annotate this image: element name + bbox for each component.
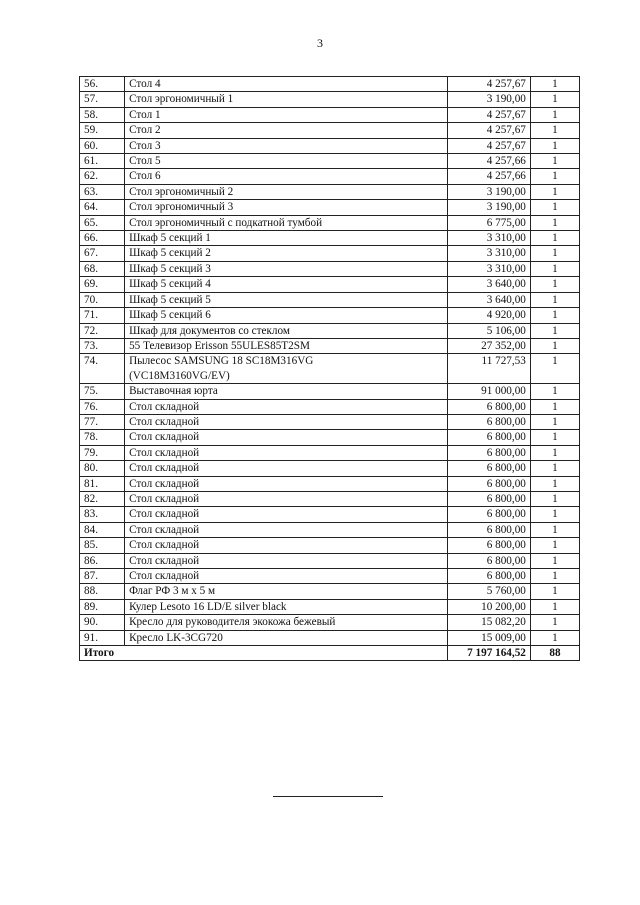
page-number: 3 — [317, 36, 323, 50]
item-quantity: 1 — [530, 169, 579, 184]
row-number: 75. — [80, 384, 125, 399]
item-quantity: 1 — [530, 277, 579, 292]
item-name: Стол складной — [125, 522, 448, 537]
table-row — [80, 154, 580, 169]
item-price: 4 257,67 — [447, 123, 530, 138]
item-name: Выставочная юрта — [125, 384, 448, 399]
inventory-table — [79, 76, 580, 661]
item-name: Шкаф 5 секций 1 — [125, 231, 448, 246]
table-row — [80, 123, 580, 138]
item-quantity: 1 — [530, 399, 579, 414]
table-row — [80, 200, 580, 215]
item-name: Шкаф 5 секций 2 — [125, 246, 448, 261]
item-name: Стол эргономичный 3 — [125, 200, 448, 215]
item-quantity: 1 — [530, 308, 579, 323]
item-quantity: 1 — [530, 107, 579, 122]
item-price: 6 775,00 — [447, 215, 530, 230]
item-price: 15 009,00 — [447, 630, 530, 645]
inventory-table-body — [80, 77, 580, 661]
end-divider — [273, 796, 383, 797]
row-number: 70. — [80, 292, 125, 307]
table-row — [80, 184, 580, 199]
table-row — [80, 599, 580, 614]
table-row — [80, 569, 580, 584]
item-name: Стол 4 — [125, 77, 448, 92]
table-row — [80, 491, 580, 506]
item-price: 6 800,00 — [447, 476, 530, 491]
item-price: 5 106,00 — [447, 323, 530, 338]
item-quantity: 1 — [530, 553, 579, 568]
table-row — [80, 323, 580, 338]
item-name: Стол эргономичный 2 — [125, 184, 448, 199]
item-price: 3 310,00 — [447, 246, 530, 261]
row-number: 84. — [80, 522, 125, 537]
table-row — [80, 553, 580, 568]
item-name: Стол складной — [125, 491, 448, 506]
table-row — [80, 399, 580, 414]
item-name: Стол складной — [125, 399, 448, 414]
item-quantity: 1 — [530, 354, 579, 384]
row-number: 79. — [80, 445, 125, 460]
table-row — [80, 138, 580, 153]
row-number: 77. — [80, 414, 125, 429]
item-quantity: 1 — [530, 414, 579, 429]
item-price: 3 310,00 — [447, 231, 530, 246]
row-number: 60. — [80, 138, 125, 153]
table-row — [80, 584, 580, 599]
item-quantity: 1 — [530, 461, 579, 476]
table-row — [80, 461, 580, 476]
item-name: Шкаф 5 секций 3 — [125, 261, 448, 276]
item-quantity: 1 — [530, 231, 579, 246]
item-quantity: 1 — [530, 123, 579, 138]
table-row — [80, 169, 580, 184]
item-name: Кресло для руководителя экокожа бежевый — [125, 615, 448, 630]
item-name: Стол складной — [125, 538, 448, 553]
item-quantity: 1 — [530, 292, 579, 307]
item-name: Стол складной — [125, 507, 448, 522]
table-row — [80, 414, 580, 429]
table-row — [80, 445, 580, 460]
table-row — [80, 338, 580, 353]
item-price: 4 257,66 — [447, 169, 530, 184]
table-row — [80, 507, 580, 522]
item-name: Стол складной — [125, 414, 448, 429]
table-row — [80, 277, 580, 292]
item-price: 27 352,00 — [447, 338, 530, 353]
item-quantity: 1 — [530, 491, 579, 506]
table-row — [80, 538, 580, 553]
item-quantity: 1 — [530, 261, 579, 276]
row-number: 88. — [80, 584, 125, 599]
item-quantity: 1 — [530, 338, 579, 353]
row-number: 57. — [80, 92, 125, 107]
item-quantity: 1 — [530, 584, 579, 599]
row-number: 69. — [80, 277, 125, 292]
item-name: Стол складной — [125, 569, 448, 584]
item-quantity: 1 — [530, 200, 579, 215]
item-price: 3 190,00 — [447, 200, 530, 215]
item-name: Стол складной — [125, 553, 448, 568]
table-row — [80, 231, 580, 246]
row-number: 85. — [80, 538, 125, 553]
row-number: 66. — [80, 231, 125, 246]
item-quantity: 1 — [530, 154, 579, 169]
item-name: 55 Телевизор Erisson 55ULES85T2SM — [125, 338, 448, 353]
table-row — [80, 92, 580, 107]
item-quantity: 1 — [530, 215, 579, 230]
row-number: 74. — [80, 354, 125, 384]
item-quantity: 1 — [530, 599, 579, 614]
row-number: 90. — [80, 615, 125, 630]
item-quantity: 1 — [530, 430, 579, 445]
item-name: Стол складной — [125, 476, 448, 491]
item-name: Стол 2 — [125, 123, 448, 138]
item-name: Стол складной — [125, 445, 448, 460]
item-price: 3 190,00 — [447, 92, 530, 107]
item-name: Шкаф 5 секций 5 — [125, 292, 448, 307]
item-name: Шкаф 5 секций 6 — [125, 308, 448, 323]
item-price: 10 200,00 — [447, 599, 530, 614]
item-price: 4 257,67 — [447, 107, 530, 122]
item-quantity: 1 — [530, 323, 579, 338]
item-quantity: 1 — [530, 92, 579, 107]
item-price: 91 000,00 — [447, 384, 530, 399]
item-price: 4 920,00 — [447, 308, 530, 323]
row-number: 67. — [80, 246, 125, 261]
total-label: Итого — [80, 646, 448, 661]
table-row — [80, 430, 580, 445]
item-price: 3 310,00 — [447, 261, 530, 276]
table-row — [80, 476, 580, 491]
table-row — [80, 615, 580, 630]
item-name: Стол 3 — [125, 138, 448, 153]
item-quantity: 1 — [530, 507, 579, 522]
item-quantity: 1 — [530, 476, 579, 491]
item-price: 4 257,67 — [447, 77, 530, 92]
item-quantity: 1 — [530, 184, 579, 199]
table-row — [80, 522, 580, 537]
row-number: 56. — [80, 77, 125, 92]
table-row — [80, 246, 580, 261]
item-name: Флаг РФ 3 м х 5 м — [125, 584, 448, 599]
item-price: 6 800,00 — [447, 553, 530, 568]
table-row — [80, 630, 580, 645]
item-name: Стол 5 — [125, 154, 448, 169]
item-price: 6 800,00 — [447, 445, 530, 460]
item-price: 6 800,00 — [447, 491, 530, 506]
item-name: Стол 1 — [125, 107, 448, 122]
item-quantity: 1 — [530, 138, 579, 153]
table-row — [80, 292, 580, 307]
item-quantity: 1 — [530, 522, 579, 537]
item-name: Стол 6 — [125, 169, 448, 184]
row-number: 58. — [80, 107, 125, 122]
item-name: Шкаф для документов со стеклом — [125, 323, 448, 338]
item-price: 3 190,00 — [447, 184, 530, 199]
item-quantity: 1 — [530, 615, 579, 630]
item-name: Шкаф 5 секций 4 — [125, 277, 448, 292]
row-number: 73. — [80, 338, 125, 353]
row-number: 83. — [80, 507, 125, 522]
table-row — [80, 308, 580, 323]
item-name: Стол эргономичный с подкатной тумбой — [125, 215, 448, 230]
item-price: 6 800,00 — [447, 507, 530, 522]
item-price: 6 800,00 — [447, 569, 530, 584]
item-name: Стол складной — [125, 430, 448, 445]
table-row — [80, 354, 580, 384]
item-name: Стол эргономичный 1 — [125, 92, 448, 107]
item-price: 6 800,00 — [447, 461, 530, 476]
item-price: 15 082,20 — [447, 615, 530, 630]
row-number: 87. — [80, 569, 125, 584]
item-name: Пылесос SAMSUNG 18 SC18M316VG (VC18M3160VG/EV) — [125, 354, 448, 384]
item-price: 4 257,67 — [447, 138, 530, 153]
row-number: 78. — [80, 430, 125, 445]
row-number: 91. — [80, 630, 125, 645]
row-number: 86. — [80, 553, 125, 568]
row-number: 71. — [80, 308, 125, 323]
item-price: 3 640,00 — [447, 277, 530, 292]
table-row — [80, 77, 580, 92]
item-price: 4 257,66 — [447, 154, 530, 169]
total-price: 7 197 164,52 — [447, 646, 530, 661]
table-row — [80, 215, 580, 230]
item-price: 6 800,00 — [447, 414, 530, 429]
item-name: Кулер Lesoto 16 LD/E silver black — [125, 599, 448, 614]
total-row — [80, 646, 580, 661]
item-quantity: 1 — [530, 445, 579, 460]
row-number: 62. — [80, 169, 125, 184]
item-quantity: 1 — [530, 77, 579, 92]
row-number: 61. — [80, 154, 125, 169]
row-number: 72. — [80, 323, 125, 338]
row-number: 59. — [80, 123, 125, 138]
row-number: 76. — [80, 399, 125, 414]
row-number: 89. — [80, 599, 125, 614]
item-price: 6 800,00 — [447, 522, 530, 537]
item-quantity: 1 — [530, 538, 579, 553]
item-quantity: 1 — [530, 384, 579, 399]
row-number: 65. — [80, 215, 125, 230]
row-number: 68. — [80, 261, 125, 276]
item-quantity: 1 — [530, 630, 579, 645]
item-price: 5 760,00 — [447, 584, 530, 599]
row-number: 64. — [80, 200, 125, 215]
table-row — [80, 107, 580, 122]
table-row — [80, 261, 580, 276]
item-price: 6 800,00 — [447, 399, 530, 414]
item-name: Кресло LK-3CG720 — [125, 630, 448, 645]
item-price: 6 800,00 — [447, 538, 530, 553]
item-price: 11 727,53 — [447, 354, 530, 384]
item-quantity: 1 — [530, 569, 579, 584]
item-quantity: 1 — [530, 246, 579, 261]
row-number: 80. — [80, 461, 125, 476]
row-number: 81. — [80, 476, 125, 491]
row-number: 82. — [80, 491, 125, 506]
item-price: 6 800,00 — [447, 430, 530, 445]
table-row — [80, 384, 580, 399]
item-name: Стол складной — [125, 461, 448, 476]
row-number: 63. — [80, 184, 125, 199]
total-quantity: 88 — [530, 646, 579, 661]
item-price: 3 640,00 — [447, 292, 530, 307]
